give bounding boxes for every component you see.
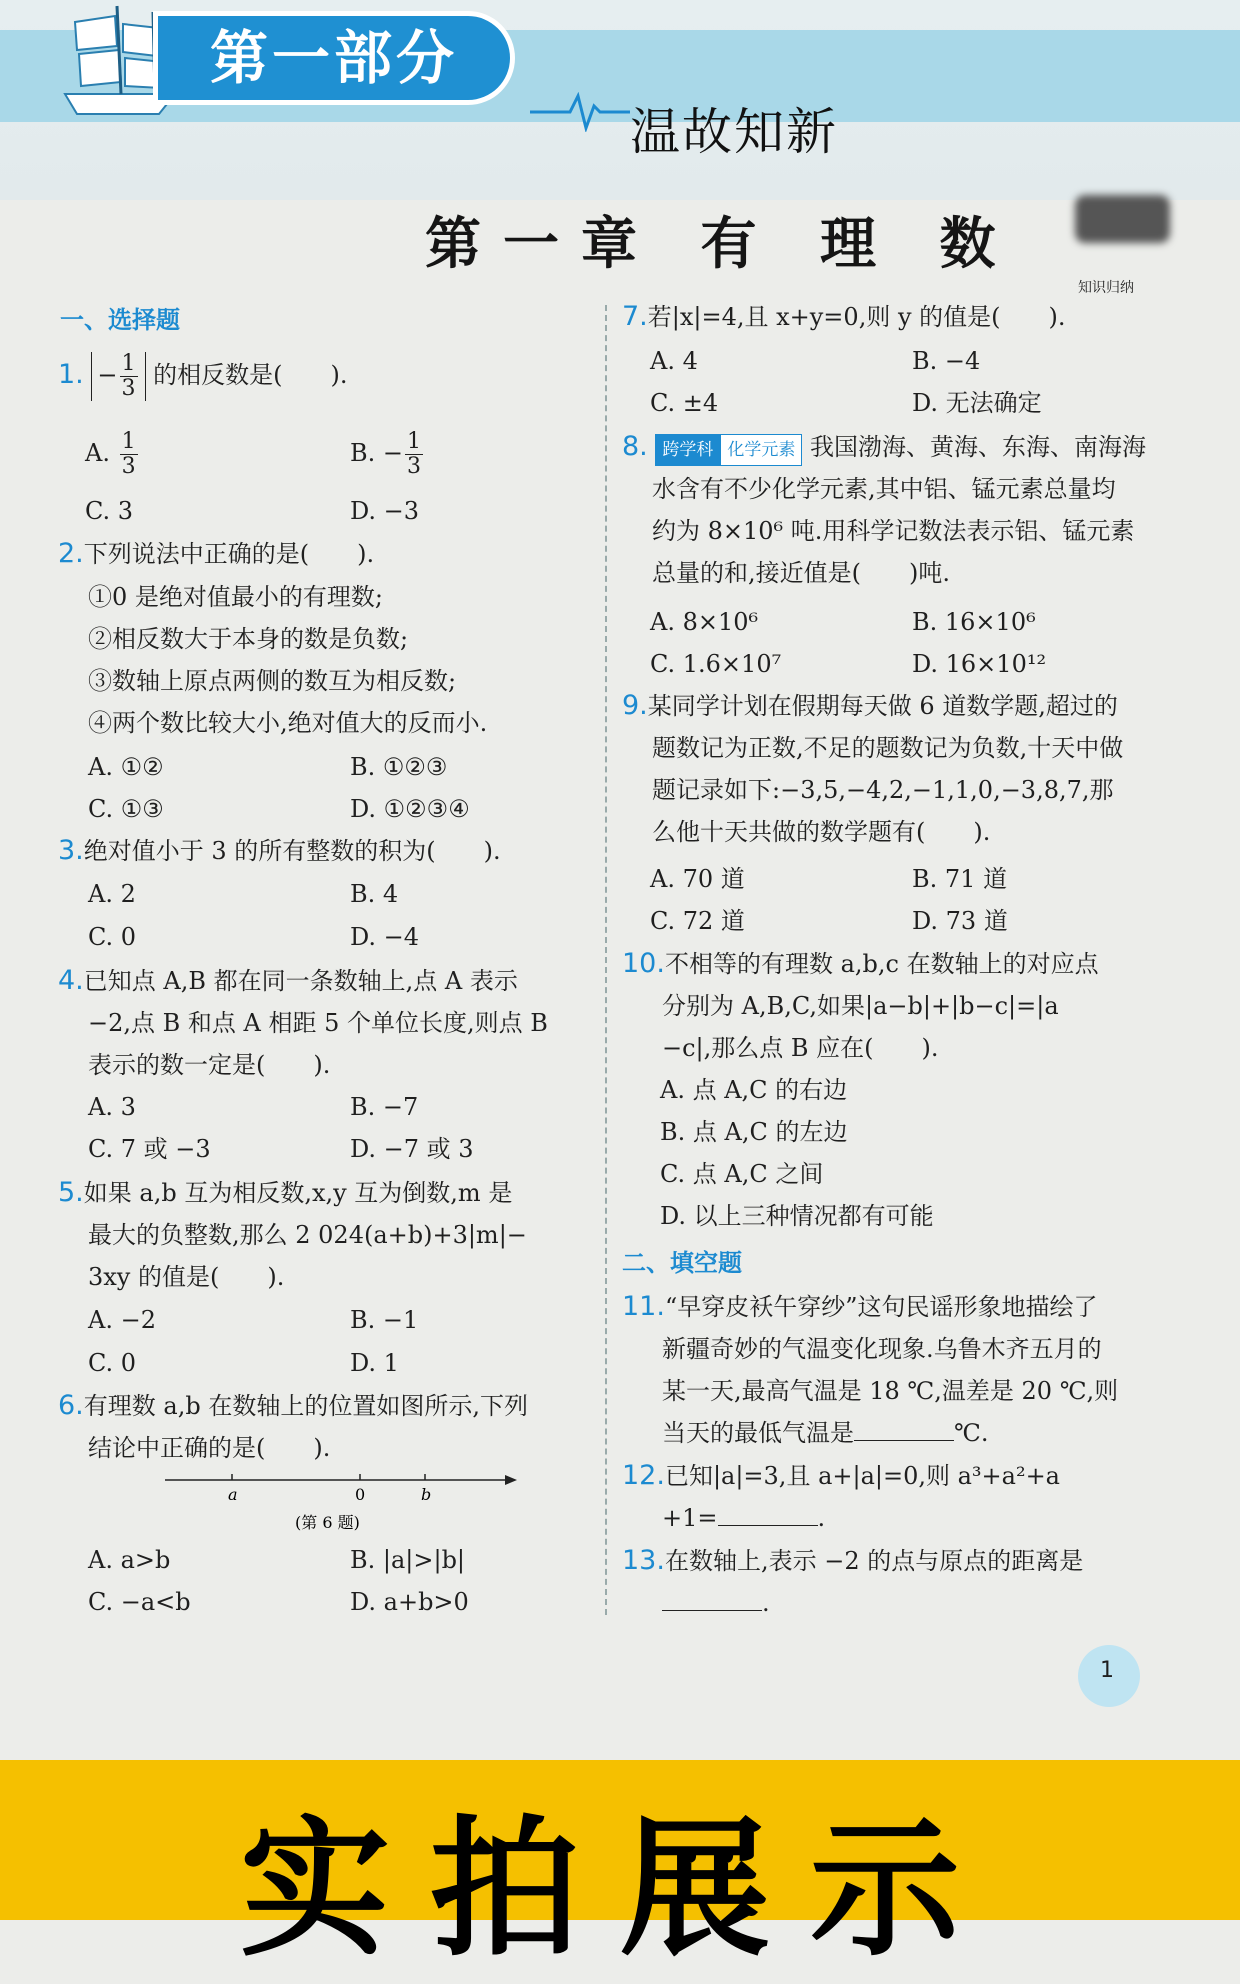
question-text: 在数轴上,表示 −2 的点与原点的距离是	[664, 1547, 1084, 1575]
question-text: 若|x|=4,且 x+y=0,则 y 的值是( ).	[647, 303, 1066, 331]
question-text: 已知点 A,B 都在同一条数轴上,点 A 表示	[83, 967, 518, 995]
fraction-numerator: 1	[121, 351, 136, 376]
question-text: 表示的数一定是( ).	[88, 1051, 331, 1079]
statement-3: ③数轴上原点两侧的数互为相反数;	[88, 667, 457, 695]
question-text: 3xy 的值是( ).	[88, 1263, 285, 1291]
question-text: 不相等的有理数 a,b,c 在数轴上的对应点	[664, 950, 1099, 978]
statement-4: ④两个数比较大小,绝对值大的反而小.	[88, 709, 488, 737]
section-choice: 一、选择题	[60, 306, 180, 334]
option-a: A. 8×10⁶	[650, 608, 759, 636]
option-d: D. 无法确定	[912, 389, 1042, 417]
question-text: 已知|a|=3,且 a+|a|=0,则 a³+a²+a	[664, 1462, 1060, 1490]
question-text: .	[762, 1589, 770, 1617]
fraction-numerator: 1	[121, 429, 136, 454]
option-c: C. −a<b	[88, 1588, 191, 1616]
option-d: D. a+b>0	[350, 1588, 469, 1616]
statement-2: ②相反数大于本身的数是负数;	[88, 625, 409, 653]
option-c: C. 7 或 −3	[88, 1135, 211, 1163]
fraction-numerator: 1	[407, 429, 422, 454]
fraction-denominator: 3	[407, 454, 422, 479]
question-text: “早穿皮袄午穿纱”这句民谣形象地描绘了	[664, 1293, 1098, 1321]
question-5	[58, 1172, 527, 1298]
option-b: B. 点 A,C 的左边	[660, 1118, 848, 1146]
option-c: C. ±4	[650, 389, 719, 417]
option-a: A. 3	[88, 1093, 136, 1121]
question-text: 当天的最低气温是	[662, 1419, 854, 1447]
question-number: 6.	[58, 1390, 84, 1421]
question-3	[58, 830, 501, 872]
question-1	[58, 352, 348, 401]
option-d: D. 73 道	[912, 907, 1008, 935]
chapter-title: 第一章 有 理 数	[425, 211, 1018, 277]
option-d: D. 16×10¹²	[912, 650, 1047, 678]
fraction	[120, 430, 138, 479]
option-d: D. −4	[350, 923, 420, 951]
question-text: 结论中正确的是( ).	[88, 1434, 331, 1462]
option-d: D. ①②③④	[350, 795, 470, 823]
question-text: 某同学计划在假期每天做 6 道数学题,超过的	[647, 692, 1118, 720]
question-text: 的相反数是( ).	[153, 361, 348, 389]
option-b: B. ①②③	[350, 753, 448, 781]
option-c: C. 1.6×10⁷	[650, 650, 782, 678]
question-text: 我国渤海、黄海、东海、南海海	[810, 433, 1147, 461]
option-d: D. −7 或 3	[350, 1135, 474, 1163]
question-text: 题数记为正数,不足的题数记为负数,十天中做	[652, 734, 1124, 762]
option-b: B. 16×10⁶	[912, 608, 1036, 636]
question-text: .	[817, 1504, 826, 1532]
pulse-line-icon	[530, 92, 630, 132]
question-text: −c|,那么点 B 应在( ).	[662, 1034, 939, 1062]
corner-label: 知识归纳	[1078, 280, 1134, 296]
question-6	[58, 1385, 528, 1469]
question-number: 12.	[622, 1460, 665, 1491]
label-a: a	[228, 1485, 238, 1504]
question-number: 11.	[622, 1291, 665, 1322]
question-number: 7.	[622, 301, 648, 332]
option-b: B. −1	[350, 1306, 419, 1334]
question-8	[622, 426, 1146, 594]
figure-caption: (第 6 题)	[295, 1513, 360, 1532]
question-13	[622, 1540, 1083, 1624]
option-label: B. −	[350, 439, 404, 467]
option-a: A. a>b	[88, 1546, 171, 1574]
tag-chemistry: 化学元素	[720, 434, 802, 466]
question-number: 4.	[58, 965, 84, 996]
question-2	[58, 533, 374, 575]
option-a: A. 点 A,C 的右边	[660, 1076, 848, 1104]
option-a: A. −2	[88, 1306, 156, 1334]
option-c: C. 3	[85, 497, 134, 525]
option-c: C. 0	[88, 1349, 137, 1377]
question-number: 5.	[58, 1177, 84, 1208]
option-a: A. 70 道	[650, 865, 745, 893]
section-fill: 二、填空题	[622, 1249, 742, 1277]
question-number: 3.	[58, 835, 84, 866]
option-b: B. 71 道	[912, 865, 1008, 893]
question-text: 下列说法中正确的是( ).	[83, 540, 375, 568]
question-text: 新疆奇妙的气温变化现象.乌鲁木齐五月的	[662, 1335, 1102, 1363]
label-b: b	[421, 1485, 432, 1504]
page-number: 1	[1100, 1658, 1114, 1683]
option-a: A. 2	[88, 880, 136, 908]
option-c: C. 72 道	[650, 907, 745, 935]
question-number: 10.	[622, 948, 665, 979]
question-text: +1=	[662, 1504, 718, 1532]
option-label: A.	[85, 439, 110, 467]
minus-sign: −	[97, 361, 118, 389]
question-text: 有理数 a,b 在数轴上的位置如图所示,下列	[83, 1392, 528, 1420]
question-text: ℃.	[954, 1419, 989, 1447]
question-9	[622, 685, 1123, 853]
option-c: C. ①③	[88, 795, 164, 823]
question-number: 13.	[622, 1545, 665, 1576]
question-number: 9.	[622, 690, 648, 721]
option-a: A. ①②	[88, 753, 164, 781]
answer-blank	[718, 1501, 818, 1526]
question-number: 8.	[622, 431, 648, 462]
option-d: D. 以上三种情况都有可能	[660, 1202, 934, 1230]
tag-interdisciplinary: 跨学科	[655, 434, 720, 466]
option-d: D. 1	[350, 1349, 399, 1377]
answer-blank	[662, 1586, 762, 1611]
option-b: B. −7	[350, 1093, 419, 1121]
question-text: 约为 8×10⁶ 吨.用科学记数法表示铝、锰元素	[652, 517, 1135, 545]
question-11	[622, 1286, 1118, 1454]
option-b: B. 4	[350, 880, 399, 908]
question-7	[622, 296, 1066, 338]
answer-blank	[854, 1416, 954, 1441]
part-subtitle: 温故知新	[630, 103, 838, 161]
question-text: 题记录如下:−3,5,−4,2,−1,1,0,−3,8,7,那	[652, 776, 1114, 804]
question-10	[622, 943, 1099, 1069]
question-text: 分别为 A,B,C,如果|a−b|+|b−c|=|a	[662, 992, 1059, 1020]
fraction	[120, 352, 138, 401]
question-text: −2,点 B 和点 A 相距 5 个单位长度,则点 B	[88, 1009, 548, 1037]
question-12	[622, 1455, 1060, 1539]
question-number: 1.	[58, 359, 84, 390]
question-4	[58, 960, 548, 1086]
corner-tab	[1075, 195, 1170, 243]
fraction-denominator: 3	[121, 376, 136, 401]
question-text: 最大的负整数,那么 2 024(a+b)+3|m|−	[88, 1221, 527, 1249]
fraction-denominator: 3	[121, 454, 136, 479]
question-text: 绝对值小于 3 的所有整数的积为( ).	[83, 837, 501, 865]
banner-text: 实拍展示	[239, 1803, 1000, 1977]
question-number: 2.	[58, 538, 84, 569]
number-line-figure	[165, 1460, 520, 1540]
abs-expression	[91, 352, 145, 401]
question-text: 水含有不少化学元素,其中铝、锰元素总量均	[652, 475, 1116, 503]
option-b: B. |a|>|b|	[350, 1546, 466, 1574]
option-b: B. −4	[912, 347, 981, 375]
option-d: D. −3	[350, 497, 420, 525]
column-divider	[605, 305, 607, 1615]
question-text: 么他十天共做的数学题有( ).	[652, 818, 991, 846]
question-text: 如果 a,b 互为相反数,x,y 互为倒数,m 是	[83, 1179, 513, 1207]
option-b	[350, 430, 425, 479]
question-text: 某一天,最高气温是 18 ℃,温差是 20 ℃,则	[662, 1377, 1119, 1405]
option-c: C. 0	[88, 923, 137, 951]
part-label: 第一部分	[158, 16, 510, 100]
option-a: A. 4	[650, 347, 698, 375]
statement-1: ①0 是绝对值最小的有理数;	[88, 583, 383, 611]
option-a	[85, 430, 140, 479]
option-c: C. 点 A,C 之间	[660, 1160, 824, 1188]
question-text: 总量的和,接近值是( )吨.	[652, 559, 950, 587]
label-0: 0	[355, 1485, 366, 1504]
number-line-arrow-icon	[505, 1475, 517, 1485]
fraction	[405, 430, 423, 479]
